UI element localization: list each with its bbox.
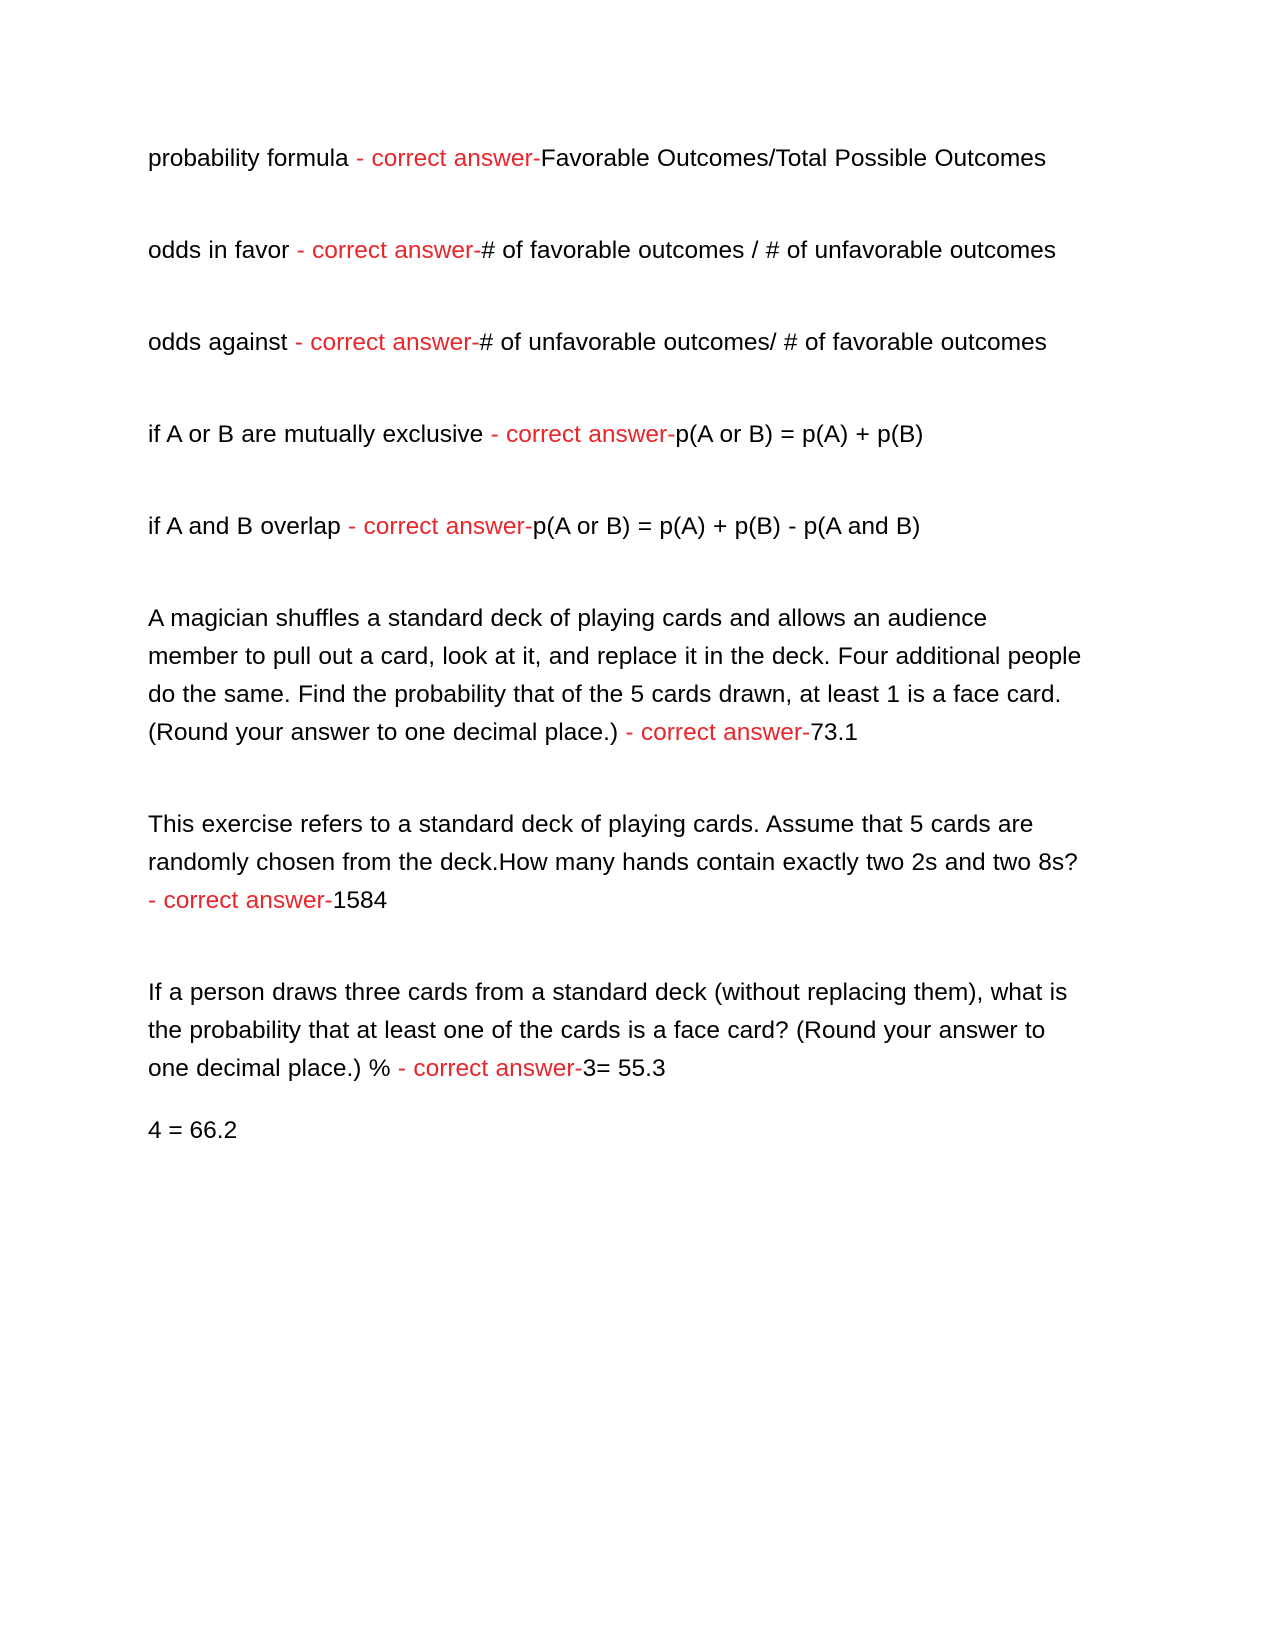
qa-answer: # of favorable outcomes / # of unfavorable outcomes [481, 236, 1057, 264]
qa-entry-1 [148, 140, 1083, 178]
qa-entry-4 [148, 416, 1083, 454]
qa-entry-2 [148, 232, 1083, 270]
qa-entry-5 [148, 508, 1083, 546]
correct-answer-tag: - correct answer- [287, 328, 480, 356]
continuation-line: 4 = 66.2 [148, 1116, 238, 1144]
qa-prompt: probability formula [148, 145, 349, 172]
qa-entry-8 [148, 974, 1083, 1088]
correct-answer-tag: - correct answer- [390, 1054, 583, 1082]
correct-answer-tag: - correct answer- [348, 145, 541, 172]
correct-answer-tag: - correct answer- [483, 420, 676, 448]
qa-prompt: if A and B overlap [148, 512, 341, 540]
qa-answer: # of unfavorable outcomes/ # of favorable outcomes [479, 328, 1047, 356]
qa-prompt: odds in favor [148, 236, 290, 264]
correct-answer-tag: - correct answer- [289, 236, 482, 264]
qa-prompt: odds against [148, 328, 288, 356]
qa-prompt: if A or B are mutually exclusive [148, 420, 484, 448]
qa-answer: 1584 [332, 886, 388, 914]
qa-entry-7 [148, 806, 1083, 920]
correct-answer-tag: - correct answer- [148, 886, 333, 914]
qa-answer: Favorable Outcomes/Total Possible Outcomes [540, 145, 1047, 172]
qa-answer: p(A or B) = p(A) + p(B) - p(A and B) [532, 512, 921, 540]
qa-answer: 73.1 [810, 718, 858, 746]
qa-answer: 3= 55.3 [582, 1054, 666, 1082]
correct-answer-tag: - correct answer- [340, 512, 533, 540]
qa-entry-6 [148, 600, 1083, 752]
qa-answer: p(A or B) = p(A) + p(B) [675, 420, 924, 448]
correct-answer-tag: - correct answer- [618, 718, 811, 746]
qa-prompt: If a person draws three cards from a standard deck (without replacing them), what is the probability that at least one of the cards is a face card? (Round your answer to one decimal place.) % [148, 978, 1068, 1082]
qa-entry-3 [148, 324, 1083, 362]
qa-prompt: This exercise refers to a standard deck of playing cards. Assume that 5 cards are randomly chosen from the deck.How many hands contain exactly two 2s and two 8s? [148, 810, 1078, 876]
qa-prompt: A magician shuffles a standard deck of playing cards and allows an audience member to pull out a card, look at it, and replace it in the deck. Four additional people do the same. Find the probability that of the 5 cards drawn, at least 1 is a face card. (Round your answer to one decimal place.) [148, 604, 1082, 746]
